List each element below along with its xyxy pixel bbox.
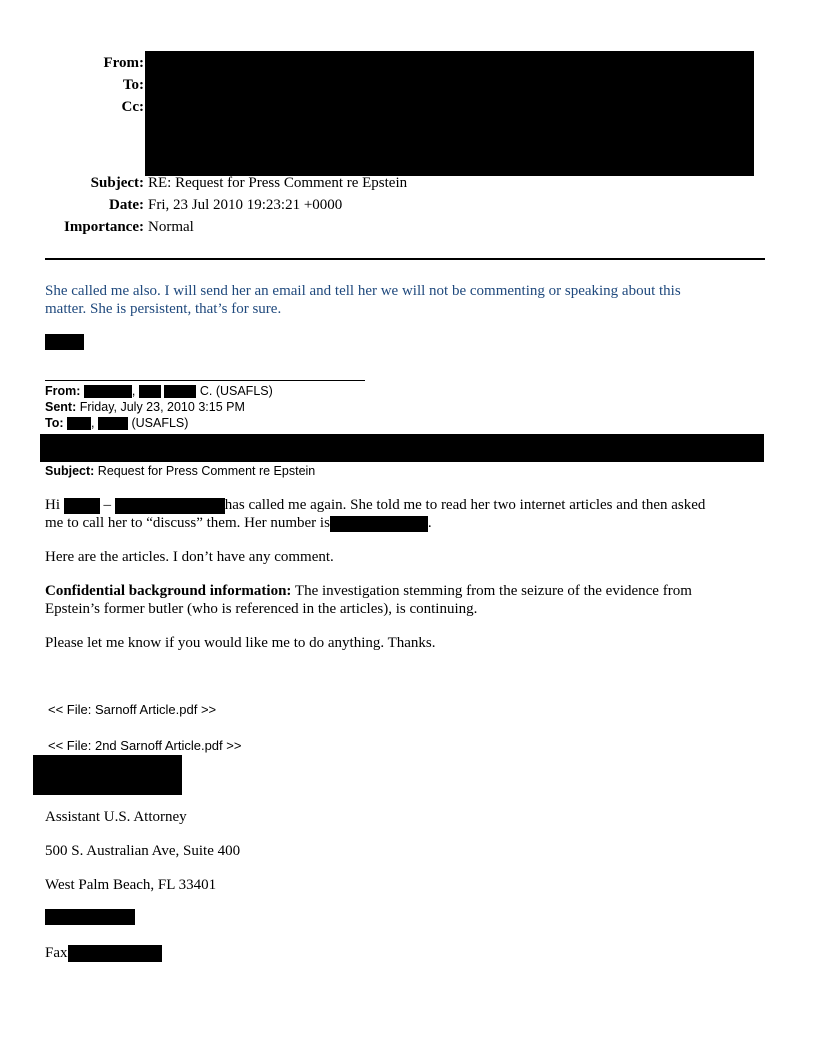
fax-label: Fax: [45, 945, 68, 961]
subject-label: Subject:: [90, 175, 144, 191]
quoted-subject-value: Request for Press Comment re Epstein: [97, 464, 316, 478]
to-label: To:: [122, 77, 144, 93]
body-line-1-rest: has called me again. She told me to read her two internet articles and then asked: [224, 497, 706, 513]
reply-line-1: She called me also. I will send her an email and tell her we will not be commenting or speaking about this: [45, 283, 681, 299]
signature-title: Assistant U.S. Attorney: [45, 809, 187, 825]
body-line-2-end: .: [427, 515, 432, 531]
body-paragraph-3-line-2: Epstein’s former butler (who is referenced in the articles), is continuing.: [45, 601, 478, 617]
signature-fax-line: [45, 944, 162, 962]
redaction-phone-number: [330, 516, 428, 532]
quoted-from-suffix: C. (USAFLS): [199, 384, 273, 398]
greeting-hi: Hi: [45, 497, 60, 513]
confidential-label: Confidential background information:: [45, 583, 292, 599]
redaction-fax-number: [68, 945, 162, 962]
redaction-signoff: [45, 334, 84, 350]
signature-address-1: 500 S. Australian Ave, Suite 400: [45, 843, 241, 859]
quoted-from-line: [45, 384, 273, 398]
redaction-phone: [45, 909, 135, 925]
greeting-dash: –: [103, 497, 111, 513]
quoted-from-label: From:: [45, 384, 81, 398]
para3-line1-rest: The investigation stemming from the seizure of the evidence from: [291, 583, 692, 599]
attachment-2[interactable]: << File: 2nd Sarnoff Article.pdf >>: [48, 738, 242, 753]
subject-value: RE: Request for Press Comment re Epstein: [148, 175, 408, 191]
redaction-caller-name: [115, 498, 225, 514]
redaction-from-3: [164, 385, 196, 398]
redaction-greeting-name: [64, 498, 100, 514]
quoted-subject-line: [45, 464, 315, 478]
quoted-from-comma: ,: [131, 384, 136, 398]
redaction-to-1: [67, 417, 91, 430]
quoted-to-comma: ,: [91, 416, 95, 430]
body-line-2: [45, 514, 432, 532]
quoted-sent-line: [45, 400, 245, 414]
cc-label: Cc:: [121, 99, 144, 115]
body-paragraph-4: Please let me know if you would like me to do anything. Thanks.: [45, 635, 436, 651]
date-label: Date:: [109, 197, 144, 213]
from-label: From:: [103, 55, 144, 71]
redaction-from-2: [139, 385, 161, 398]
quoted-sent-label: Sent:: [45, 400, 77, 414]
body-paragraph-3-line-1: [45, 582, 692, 600]
quoted-to-suffix: (USAFLS): [131, 416, 189, 430]
importance-value: Normal: [148, 219, 194, 235]
redaction-signature-name: [33, 755, 182, 795]
attachment-1[interactable]: << File: Sarnoff Article.pdf >>: [48, 702, 217, 717]
reply-line-2: matter. She is persistent, that’s for sure.: [45, 301, 282, 317]
importance-label: Importance:: [64, 219, 144, 235]
header-divider: [45, 258, 765, 260]
date-value: Fri, 23 Jul 2010 19:23:21 +0000: [148, 197, 343, 213]
quoted-sent-value: Friday, July 23, 2010 3:15 PM: [79, 400, 245, 414]
body-paragraph-2: Here are the articles. I don’t have any comment.: [45, 549, 334, 565]
quoted-to-label: To:: [45, 416, 64, 430]
body-line-2-start: me to call her to “discuss” them. Her number is: [45, 515, 330, 531]
quoted-subject-label: Subject:: [45, 464, 95, 478]
quoted-to-line: [45, 416, 188, 430]
redaction-to-2: [98, 417, 128, 430]
quote-divider: [45, 380, 365, 381]
signature-address-2: West Palm Beach, FL 33401: [45, 877, 217, 893]
redaction-recipients: [145, 51, 754, 176]
reply-message: [45, 282, 775, 318]
redaction-cc-bar: [40, 434, 764, 462]
redaction-from-1: [84, 385, 132, 398]
body-line-1: [45, 496, 785, 514]
